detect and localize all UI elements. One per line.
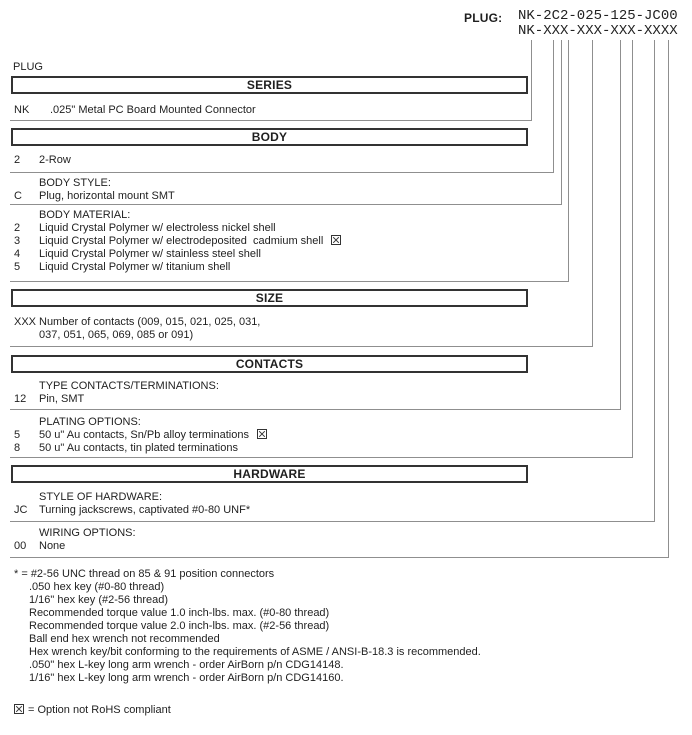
option-code: XXX [14,316,37,328]
option-row-body-2row [14,154,71,167]
rohs-note [14,704,171,717]
option-row-wiring-00 [14,540,65,553]
option-row-size [14,316,260,329]
option-row-material-4 [14,248,261,261]
option-desc: 50 u" Au contacts, tin plated terminations [39,442,238,454]
option-code: 12 [14,393,27,405]
not-rohs-icon [14,704,24,714]
option-code: 5 [14,261,21,273]
option-code: 8 [14,442,21,454]
subsection-label-body-style: BODY STYLE: [39,177,111,189]
plug-part-number-label: PLUG: [464,11,503,25]
part-number-example: NK-2C2-025-125-JC00 [518,8,678,24]
not-rohs-icon [257,429,267,439]
footnote-line: Hex wrench key/bit conforming to the requirements of ASME / ANSI-B-18.3 is recommended. [29,646,481,658]
not-rohs-icon [331,235,341,245]
section-header-hardware: HARDWARE [11,465,528,483]
option-desc: Liquid Crystal Polymer w/ electrodeposited cadmium shell [39,235,324,247]
option-code: 4 [14,248,21,260]
footnote-line: .050 hex key (#0-80 thread) [29,581,165,593]
subsection-label-plating: PLATING OPTIONS: [39,416,141,428]
option-code: NK [14,104,30,116]
part-number-block [518,9,678,39]
option-desc: Liquid Crystal Polymer w/ stainless steel shell [39,248,261,260]
option-desc: 50 u" Au contacts, Sn/Pb alloy terminations [39,429,249,441]
option-code: 3 [14,235,21,247]
subsection-label-body-material: BODY MATERIAL: [39,209,131,221]
option-desc: Number of contacts (009, 015, 021, 025, 031, [39,316,261,328]
option-code: 2 [14,222,21,234]
option-code: JC [14,504,28,516]
option-desc: .025" Metal PC Board Mounted Connector [50,104,256,116]
option-code: 5 [14,429,21,441]
footnote-line: Ball end hex wrench not recommended [29,633,220,645]
subsection-label-wiring: WIRING OPTIONS: [39,527,136,539]
option-code: 00 [14,540,27,552]
option-desc: None [39,540,66,552]
section-header-body: BODY [11,128,528,146]
option-desc: 2-Row [39,154,71,166]
option-code: C [14,190,22,202]
section-header-contacts: CONTACTS [11,355,528,373]
diagram-title: PLUG [13,61,43,73]
option-row-hardware-jc [14,504,250,517]
footnote-line: 1/16" hex L-key long arm wrench - order AirBorn p/n CDG14160. [29,672,344,684]
option-code: 2 [14,154,21,166]
option-desc: Liquid Crystal Polymer w/ electroless nickel shell [39,222,276,234]
footnote-line: .050" hex L-key long arm wrench - order AirBorn p/n CDG14148. [29,659,344,671]
option-row-material-2 [14,222,276,235]
footnote-line: 1/16" hex key (#2-56 thread) [29,594,169,606]
footnote-line: Recommended torque value 1.0 inch-lbs. max. (#0-80 thread) [29,607,330,619]
rohs-note-text: = Option not RoHS compliant [28,704,171,716]
footnote-lead: * = #2-56 UNC thread on 85 & 91 position connectors [14,568,275,580]
option-row-plating-8 [14,442,238,455]
footnote-line: Recommended torque value 2.0 inch-lbs. max. (#2-56 thread) [29,620,330,632]
option-desc: Plug, horizontal mount SMT [39,190,175,202]
option-row-series-nk [14,104,256,117]
option-desc: Pin, SMT [39,393,85,405]
option-row-plating-5 [14,429,267,442]
subsection-label-contact-type: TYPE CONTACTS/TERMINATIONS: [39,380,219,392]
subsection-label-hardware-style: STYLE OF HARDWARE: [39,491,163,503]
option-desc: Turning jackscrews, captivated #0-80 UNF* [39,504,251,516]
option-desc: Liquid Crystal Polymer w/ titanium shell [39,261,231,273]
option-row-body-style-c [14,190,175,203]
option-row-material-3 [14,235,341,248]
section-header-series: SERIES [11,76,528,94]
option-desc-continued: 037, 051, 065, 069, 085 or 091) [39,329,194,341]
section-header-size: SIZE [11,289,528,307]
option-row-material-5 [14,261,230,274]
part-number-mask: NK-XXX-XXX-XXX-XXXX [518,23,678,39]
option-row-contacts-12 [14,393,84,406]
